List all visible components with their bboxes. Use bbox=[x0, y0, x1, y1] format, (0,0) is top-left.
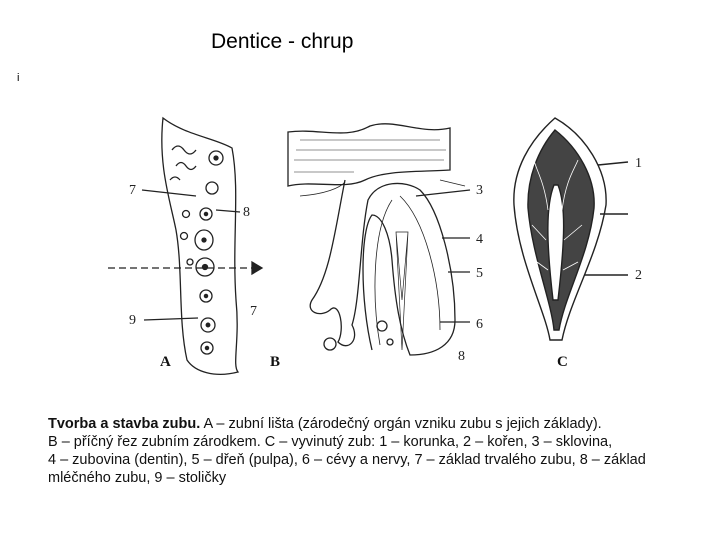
caption-line-4: mléčného zubu, 9 – stoličky bbox=[48, 470, 227, 486]
label-8-panel-b: 8 bbox=[458, 349, 465, 364]
label-3: 3 bbox=[476, 183, 483, 198]
panel-c-developed-tooth bbox=[514, 118, 628, 340]
panel-label-b: B bbox=[270, 354, 281, 370]
caption-line-3: 4 – zubovina (dentin), 5 – dřeň (pulpa), 6 – cévy a nervy, 7 – základ trvalého zubu, 8 – základ bbox=[48, 452, 646, 468]
caption-heading: Tvorba a stavba zubu. bbox=[48, 416, 201, 432]
label-6: 6 bbox=[476, 317, 483, 332]
label-5: 5 bbox=[476, 266, 483, 281]
panel-a-dental-lamina bbox=[108, 118, 262, 374]
label-1: 1 bbox=[635, 156, 642, 171]
label-8-panel-a: 8 bbox=[243, 205, 250, 220]
label-2: 2 bbox=[635, 268, 642, 283]
label-4: 4 bbox=[476, 232, 483, 247]
label-7-left: 7 bbox=[129, 183, 136, 198]
corner-mark: i bbox=[17, 72, 20, 84]
caption-line-2: B – příčný řez zubním zárodkem. C – vyvinutý zub: 1 – korunka, 2 – kořen, 3 – sklovina, bbox=[48, 434, 613, 450]
label-7-panel-a: 7 bbox=[250, 304, 257, 319]
label-9: 9 bbox=[129, 313, 136, 328]
figure-caption bbox=[48, 415, 718, 487]
caption-line-1-text: A – zubní lišta (zárodečný orgán vzniku zubu s jejich základy). bbox=[200, 416, 602, 432]
slide-title: Dentice - chrup bbox=[211, 30, 354, 53]
panel-b-tooth-germ bbox=[288, 124, 470, 355]
panel-label-a: A bbox=[160, 354, 171, 370]
caption-line-1 bbox=[48, 415, 718, 433]
panel-label-c: C bbox=[557, 354, 568, 370]
